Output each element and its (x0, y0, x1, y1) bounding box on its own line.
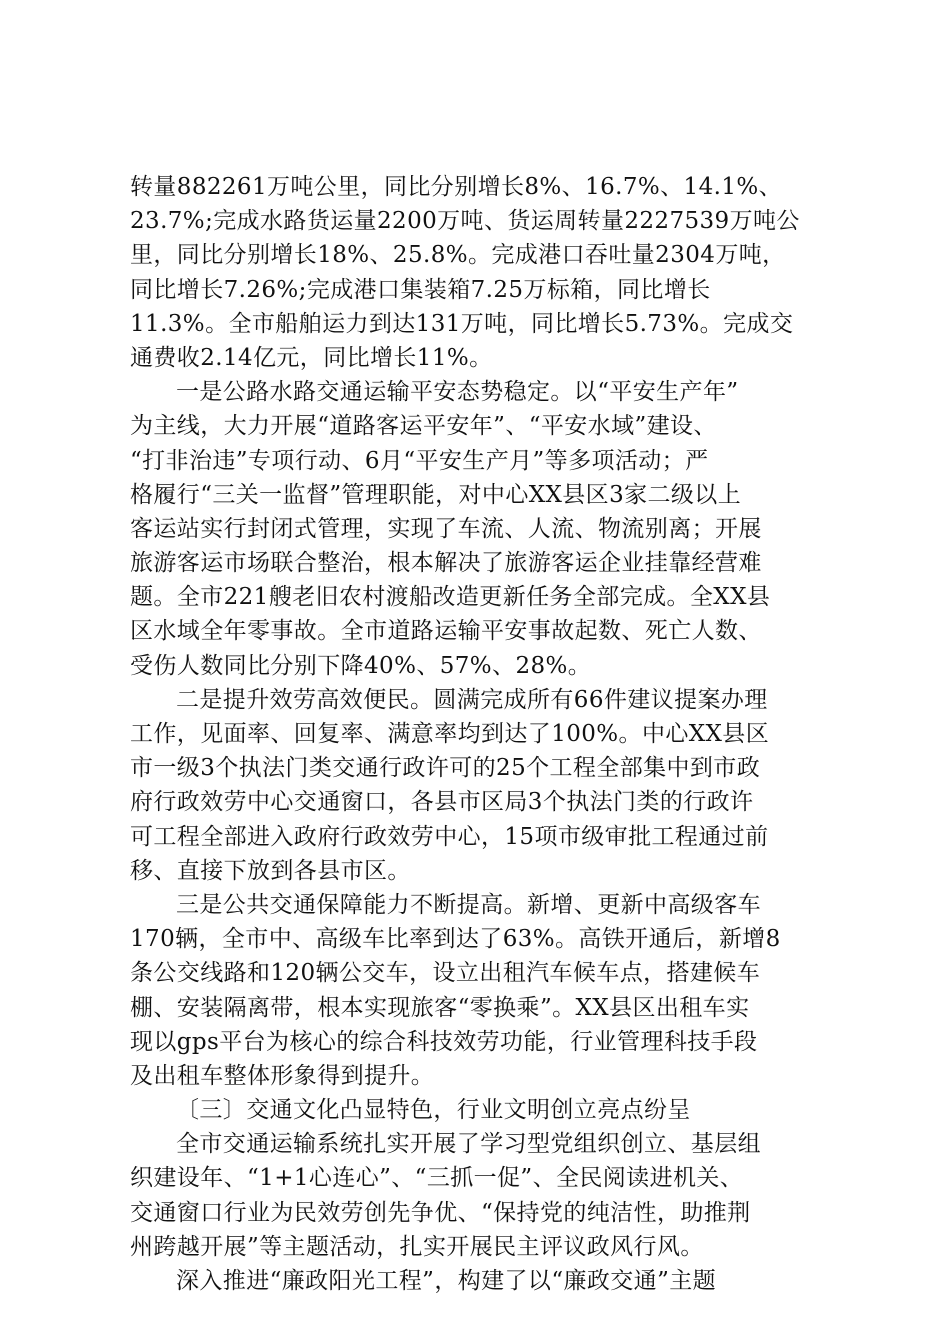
text-line: 里，同比分别增长18%、25.8%。完成港口吞吐量2304万吨， (130, 242, 786, 269)
text-line: 为主线，大力开展“道路客运平安年”、“平安水域”建设、 (130, 413, 717, 440)
text-line: 及出租车整体形象得到提升。 (130, 1062, 435, 1089)
section-heading: 〔三〕交通文化凸显特色，行业文明创立亮点纷呈 (176, 1097, 691, 1124)
text-line: 旅游客运市场联合整治，根本解决了旅游客运企业挂靠经营难 (130, 550, 762, 577)
text-line: 府行政效劳中心交通窗口，各县市区局3个执法门类的行政许 (130, 789, 754, 816)
text-line: 市一级3个执法门类交通行政许可的25个工程全部集中到市政 (130, 755, 761, 782)
text-line: 条公交线路和120辆公交车，设立出租汽车候车点，搭建候车 (130, 960, 761, 987)
text-line: 工作，见面率、回复率、满意率均到达了100%。中心XX县区 (130, 721, 770, 747)
text-line: 交通窗口行业为民效劳创先争优、“保持党的纯洁性，助推荆 (130, 1199, 751, 1226)
text-line: 州跨越开展”等主题活动，扎实开展民主评议政风行风。 (130, 1233, 704, 1260)
text-line: 棚、安装隔离带，根本实现旅客“零换乘”。XX县区出租车实 (130, 994, 750, 1021)
text-line: 11.3%。全市船舶运力到达131万吨，同比增长5.73%。完成交 (130, 310, 794, 337)
text-line: 移、直接下放到各县市区。 (130, 857, 411, 884)
text-line: 23.7%;完成水路货运量2200万吨、货运周转量2227539万吨公 (130, 208, 800, 235)
text-line: 客运站实行封闭式管理，实现了车流、人流、物流别离；开展 (130, 515, 762, 542)
text-line: 格履行“三关一监督”管理职能，对中心XX县区3家二级以上 (130, 481, 742, 508)
text-line: 现以gps平台为核心的综合科技效劳功能，行业管理科技手段 (130, 1028, 758, 1055)
text-line: 织建设年、“1+1心连心”、“三抓一促”、全民阅读进机关、 (130, 1165, 744, 1192)
text-line: 170辆，全市中、高级车比率到达了63%。高铁开通后，新增8 (130, 926, 781, 953)
paragraph-start-line: 一是公路水路交通运输平安态势稳定。以“平安生产年” (176, 379, 739, 406)
text-line: 同比增长7.26%;完成港口集装箱7.25万标箱，同比增长 (130, 276, 711, 303)
text-line: 受伤人数同比分别下降40%、57%、28%。 (130, 652, 592, 679)
text-line: 通费收2.14亿元，同比增长11%。 (130, 344, 493, 371)
text-line: “打非治违”专项行动、6月“平安生产月”等多项活动；严 (130, 447, 709, 474)
paragraph-start-line: 深入推进“廉政阳光工程”，构建了以“廉政交通”主题 (176, 1268, 717, 1294)
paragraph-start-line: 全市交通运输系统扎实开展了学习型党组织创立、基层组 (176, 1131, 761, 1158)
text-line: 转量882261万吨公里，同比分别增长8%、16.7%、14.1%、 (130, 174, 783, 200)
text-line: 可工程全部进入政府行政效劳中心，15项市级审批工程通过前 (130, 823, 769, 850)
paragraph-start-line: 三是公共交通保障能力不断提高。新增、更新中高级客车 (176, 891, 761, 918)
document-body (130, 170, 830, 1298)
text-line: 题。全市221艘老旧农村渡船改造更新任务全部完成。全XX县 (130, 584, 771, 611)
text-line: 区水域全年零事故。全市道路运输平安事故起数、死亡人数、 (130, 618, 762, 645)
paragraph-start-line: 二是提升效劳高效便民。圆满完成所有66件建议提案办理 (176, 686, 768, 713)
